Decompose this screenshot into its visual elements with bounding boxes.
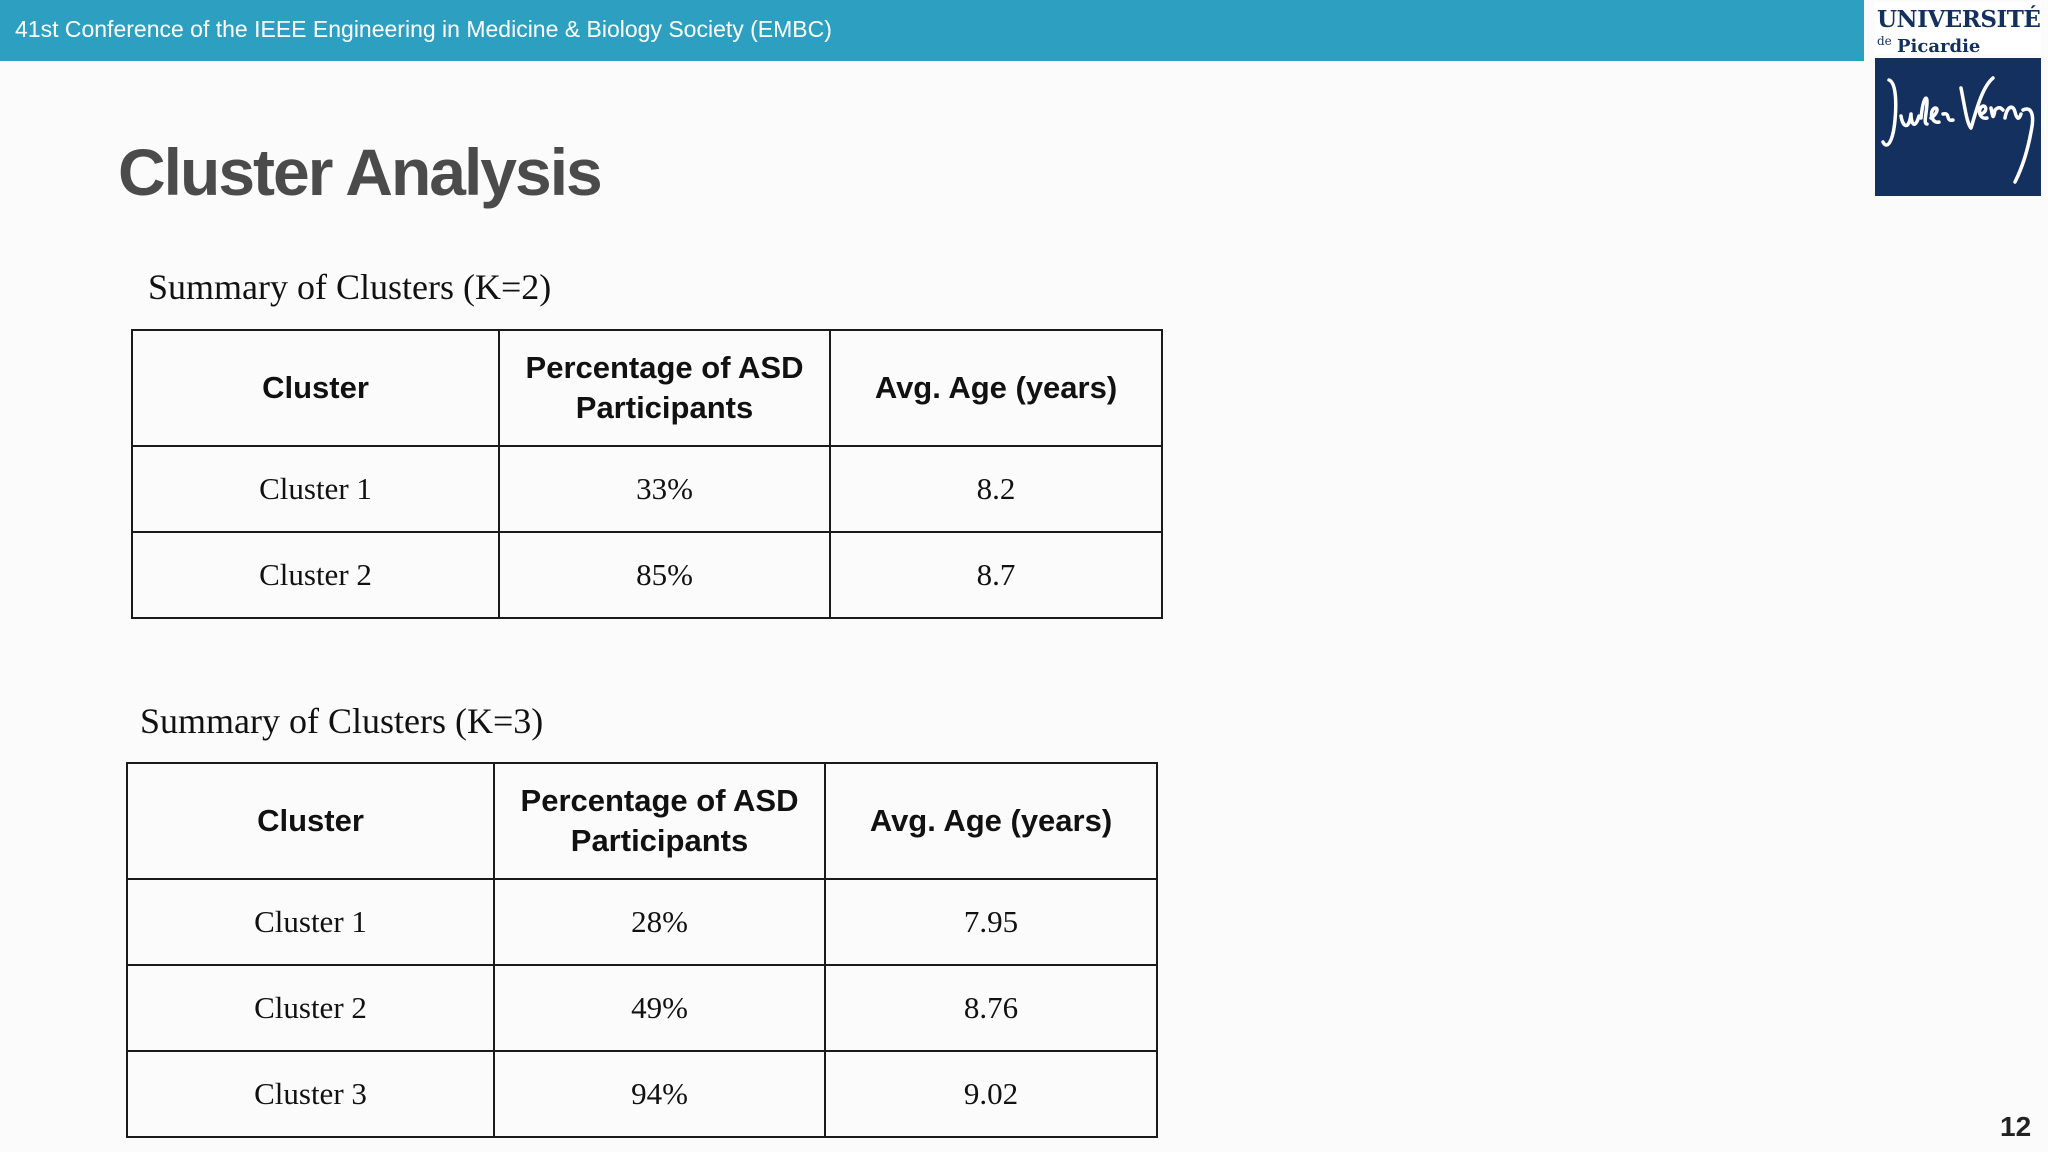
table-caption-k3: Summary of Clusters (K=3) (140, 701, 544, 741)
cell-percentage: 28% (494, 879, 825, 965)
column-header-cluster: Cluster (132, 330, 499, 446)
page-number: 12 (2000, 1111, 2032, 1142)
cell-cluster: Cluster 2 (127, 965, 494, 1051)
table-caption-k2: Summary of Clusters (K=2) (148, 267, 552, 307)
cell-avg-age: 9.02 (825, 1051, 1157, 1137)
cell-percentage: 85% (499, 532, 830, 618)
cell-cluster: Cluster 1 (127, 879, 494, 965)
conference-title: 41st Conference of the IEEE Engineering in Medicine & Biology Society (EMBC) (15, 16, 832, 42)
cell-cluster: Cluster 2 (132, 532, 499, 618)
cell-percentage: 33% (499, 446, 830, 532)
column-header-percentage-asd: Percentage of ASD Participants (494, 763, 825, 879)
cluster-summary-table-k2 (131, 329, 1163, 619)
cell-avg-age: 8.76 (825, 965, 1157, 1051)
cell-avg-age: 8.7 (830, 532, 1162, 618)
table-row (127, 1051, 1157, 1137)
cell-avg-age: 8.2 (830, 446, 1162, 532)
logo-universite-text: UNIVERSITÉ (1877, 6, 2041, 33)
cell-avg-age: 7.95 (825, 879, 1157, 965)
column-header-avg-age: Avg. Age (years) (830, 330, 1162, 446)
table-row (132, 446, 1162, 532)
column-header-avg-age: Avg. Age (years) (825, 763, 1157, 879)
table-header-row (127, 763, 1157, 879)
column-header-percentage-asd: Percentage of ASD Participants (499, 330, 830, 446)
table-row (132, 532, 1162, 618)
cluster-summary-table-k3 (126, 762, 1158, 1138)
header-bar (0, 0, 1864, 61)
logo-picardie-text: Picardie (1897, 36, 1981, 57)
page-title: Cluster Analysis (118, 135, 601, 209)
table-row (127, 965, 1157, 1051)
table-header-row (132, 330, 1162, 446)
cell-cluster: Cluster 3 (127, 1051, 494, 1137)
table-row (127, 879, 1157, 965)
cell-cluster: Cluster 1 (132, 446, 499, 532)
logo-de-text: de (1877, 34, 1892, 48)
logo-wordmark (1875, 2, 2041, 57)
column-header-cluster: Cluster (127, 763, 494, 879)
logo-signature-panel (1875, 58, 2041, 196)
signature-icon (1875, 58, 2041, 196)
cell-percentage: 49% (494, 965, 825, 1051)
cell-percentage: 94% (494, 1051, 825, 1137)
university-logo (1875, 2, 2041, 196)
